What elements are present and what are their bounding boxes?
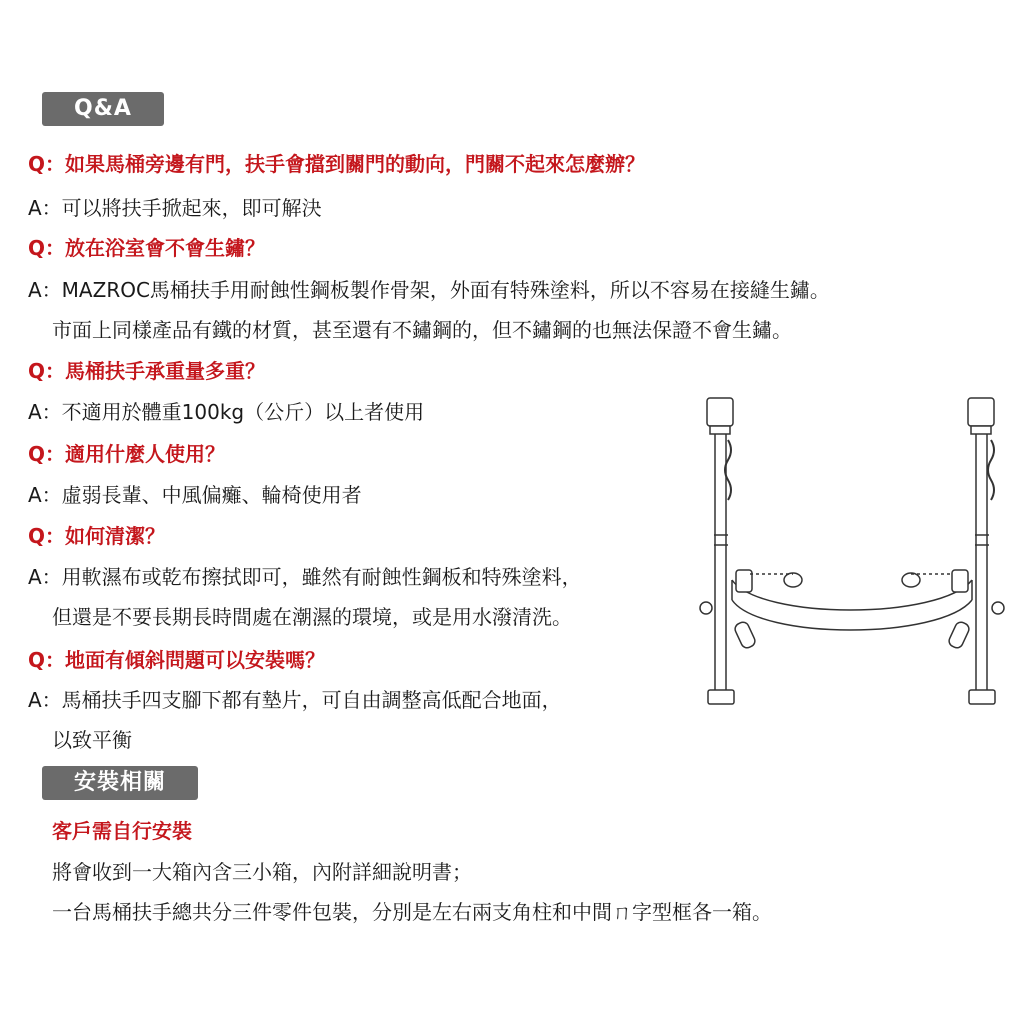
faq-question-4: Q：適用什麼人使用？ <box>28 442 226 466</box>
faq-answer-6-cont: 以致平衡 <box>52 728 132 752</box>
faq-answer-5-cont: 但還是不要長期長時間處在潮濕的環境，或是用水潑清洗。 <box>52 605 572 629</box>
faq-answer-5: A：用軟濕布或乾布擦拭即可，雖然有耐蝕性鋼板和特殊塗料， <box>28 565 582 589</box>
install-badge: 安裝相關 <box>42 766 198 800</box>
install-line-1: 將會收到一大箱內含三小箱，內附詳細說明書； <box>52 860 472 884</box>
faq-answer-3: A：不適用於體重100kg（公斤）以上者使用 <box>28 400 425 424</box>
faq-answer-4: A：虛弱長輩、中風偏癱、輪椅使用者 <box>28 483 362 507</box>
faq-answer-2: A：MAZROC馬桶扶手用耐蝕性鋼板製作骨架，外面有特殊塗料，所以不容易在接縫生鏽。 <box>28 278 830 302</box>
faq-answer-1: A：可以將扶手掀起來，即可解決 <box>28 196 322 220</box>
toilet-grab-rail-illustration <box>690 388 1024 718</box>
install-line-2: 一台馬桶扶手總共分三件零件包裝，分別是左右兩支角柱和中間ㄇ字型框各一箱。 <box>52 900 772 924</box>
install-title: 客戶需自行安裝 <box>52 819 192 843</box>
faq-question-3: Q：馬桶扶手承重量多重？ <box>28 359 266 383</box>
faq-question-2: Q：放在浴室會不會生鏽？ <box>28 236 266 260</box>
faq-question-5: Q：如何清潔？ <box>28 524 166 548</box>
qa-badge: Q&A <box>42 92 164 126</box>
faq-answer-6: A：馬桶扶手四支腳下都有墊片，可自由調整高低配合地面， <box>28 688 562 712</box>
faq-question-6: Q：地面有傾斜問題可以安裝嗎？ <box>28 648 326 672</box>
faq-question-1: Q：如果馬桶旁邊有門，扶手會擋到關門的動向，門關不起來怎麼辦？ <box>28 152 646 176</box>
faq-answer-2-cont: 市面上同樣產品有鐵的材質，甚至還有不鏽鋼的，但不鏽鋼的也無法保證不會生鏽。 <box>52 318 792 342</box>
